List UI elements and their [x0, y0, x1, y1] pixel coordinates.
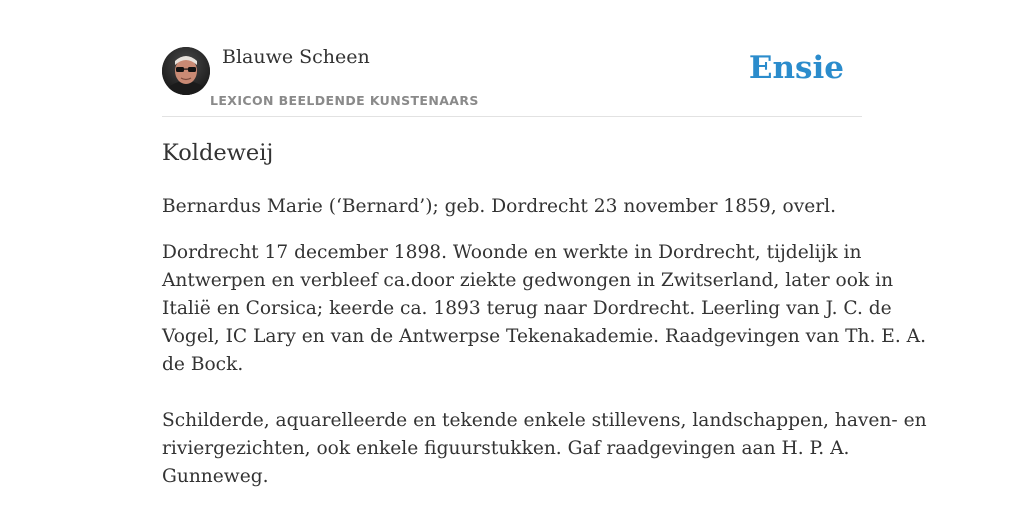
- lexicon-label[interactable]: LEXICON BEELDENDE KUNSTENAARS: [210, 93, 479, 108]
- ensie-logo[interactable]: Ensie: [748, 50, 844, 86]
- article-paragraph-2: [162, 407, 927, 491]
- page-header: [162, 0, 862, 117]
- paragraph-line: Dordrecht 17 december 1898. Woonde en werkte in Dordrecht, tijdelijk in: [162, 242, 862, 263]
- article-intro: Bernardus Marie (‘Bernard’); geb. Dordrecht 23 november 1859, overl.: [162, 196, 836, 217]
- article-paragraph-1: [162, 239, 927, 379]
- author-avatar[interactable]: [162, 47, 210, 95]
- author-name[interactable]: Blauwe Scheen: [222, 46, 370, 68]
- article-body: [162, 239, 927, 491]
- paragraph-line: Gunneweg.: [162, 466, 269, 487]
- page-container: [162, 0, 927, 512]
- page-title: Koldeweij: [162, 140, 274, 166]
- paragraph-line: Vogel, IC Lary en van de Antwerpse Tekenakademie. Raadgevingen van Th. E. A.: [162, 326, 927, 347]
- paragraph-line: riviergezichten, ook enkele figuurstukken. Gaf raadgevingen aan H. P. A.: [162, 438, 850, 459]
- paragraph-line: Schilderde, aquarelleerde en tekende enkele stillevens, landschappen, haven- en: [162, 410, 927, 431]
- paragraph-line: de Bock.: [162, 354, 244, 375]
- paragraph-spacer: [162, 379, 862, 407]
- avatar-photo-icon: [162, 47, 210, 95]
- paragraph-line: Antwerpen en verbleef ca.door ziekte gedwongen in Zwitserland, later ook in: [162, 270, 894, 291]
- paragraph-line: Italië en Corsica; keerde ca. 1893 terug naar Dordrecht. Leerling van J. C. de: [162, 298, 892, 319]
